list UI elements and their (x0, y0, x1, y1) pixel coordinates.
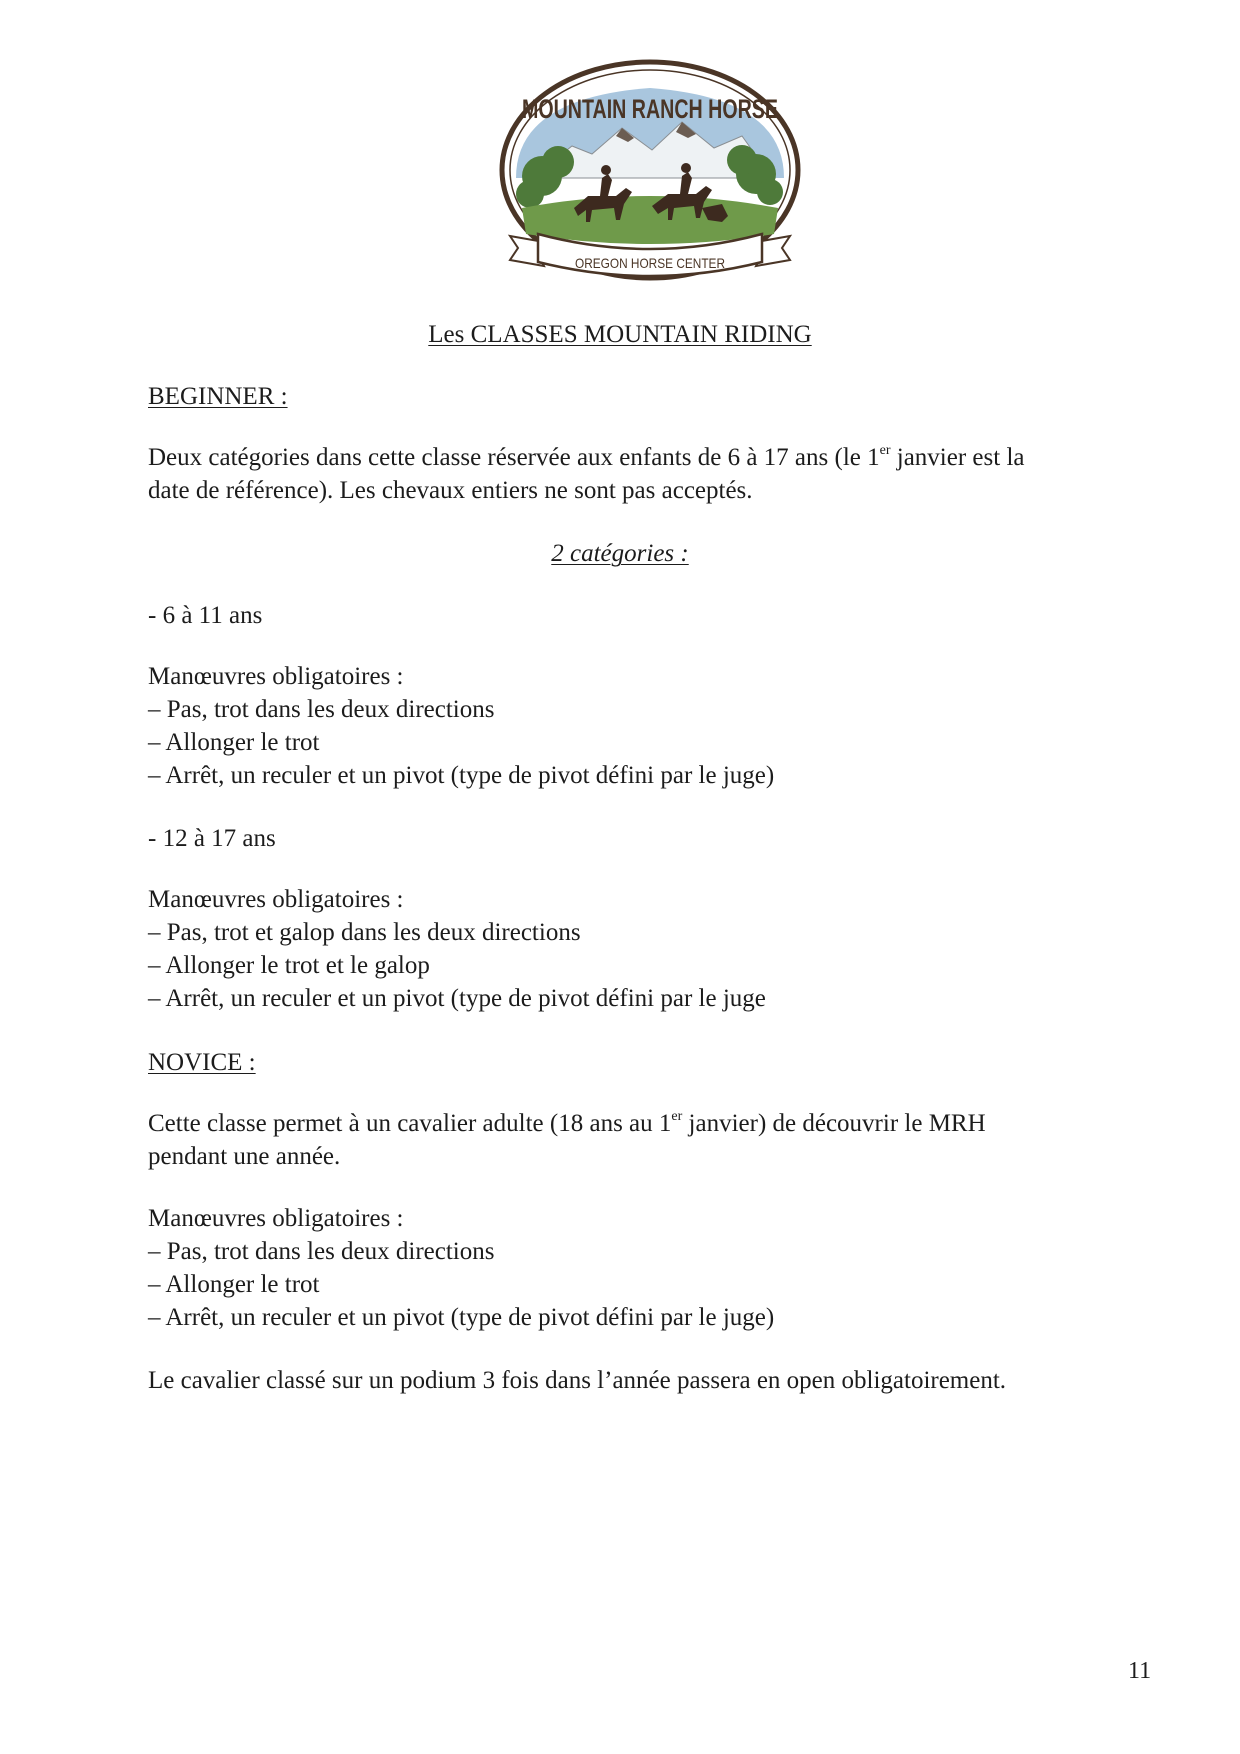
age-group-6-11-label: - 6 à 11 ans (148, 602, 263, 629)
novice-section-title: NOVICE : (148, 1049, 256, 1076)
list-item: – Arrêt, un reculer et un pivot (type de pivot défini par le juge (148, 985, 766, 1012)
novice-intro-line-1: Cette classe permet à un cavalier adulte (18 ans au 1er janvier) de découvrir le MRH (148, 1109, 986, 1137)
list-item: – Arrêt, un reculer et un pivot (type de pivot défini par le juge) (148, 762, 775, 789)
novice-closing-note: Le cavalier classé sur un podium 3 fois dans l’année passera en open obligatoirement. (148, 1367, 1007, 1394)
group2-maneuvers-list (148, 916, 766, 1015)
group2-maneuvers-title: Manœuvres obligatoires : (148, 886, 404, 913)
page-number: 11 (1128, 1658, 1152, 1684)
novice-maneuvers-list (148, 1235, 774, 1334)
age-group-12-17-label: - 12 à 17 ans (148, 825, 276, 852)
list-item: – Allonger le trot et le galop (148, 952, 430, 979)
mountain-ranch-horse-logo (492, 58, 808, 298)
beginner-section-title: BEGINNER : (148, 383, 288, 410)
list-item: – Arrêt, un reculer et un pivot (type de pivot défini par le juge) (148, 1304, 775, 1331)
list-item: – Allonger le trot (148, 729, 320, 756)
logo-graphic (492, 58, 808, 298)
list-item: – Pas, trot dans les deux directions (148, 696, 495, 723)
novice-maneuvers-title: Manœuvres obligatoires : (148, 1205, 404, 1232)
group1-maneuvers-list (148, 693, 774, 792)
novice-intro-line-2: pendant une année. (148, 1143, 341, 1170)
logo-field (522, 196, 778, 244)
logo-title: MOUNTAIN RANCH HORSE (522, 94, 778, 124)
group1-maneuvers-title: Manœuvres obligatoires : (148, 663, 404, 690)
list-item: – Pas, trot dans les deux directions (148, 1238, 495, 1265)
list-item: – Allonger le trot (148, 1271, 320, 1298)
page-title: Les CLASSES MOUNTAIN RIDING (428, 321, 812, 348)
categories-title: 2 catégories : (551, 540, 689, 567)
beginner-intro-line-2: date de référence). Les chevaux entiers ne sont pas acceptés. (148, 477, 753, 504)
beginner-intro-line-1: Deux catégories dans cette classe réservée aux enfants de 6 à 17 ans (le 1er janvier est la (148, 443, 1025, 471)
logo-banner-text: OREGON HORSE CENTER (575, 255, 725, 271)
list-item: – Pas, trot et galop dans les deux directions (148, 919, 581, 946)
